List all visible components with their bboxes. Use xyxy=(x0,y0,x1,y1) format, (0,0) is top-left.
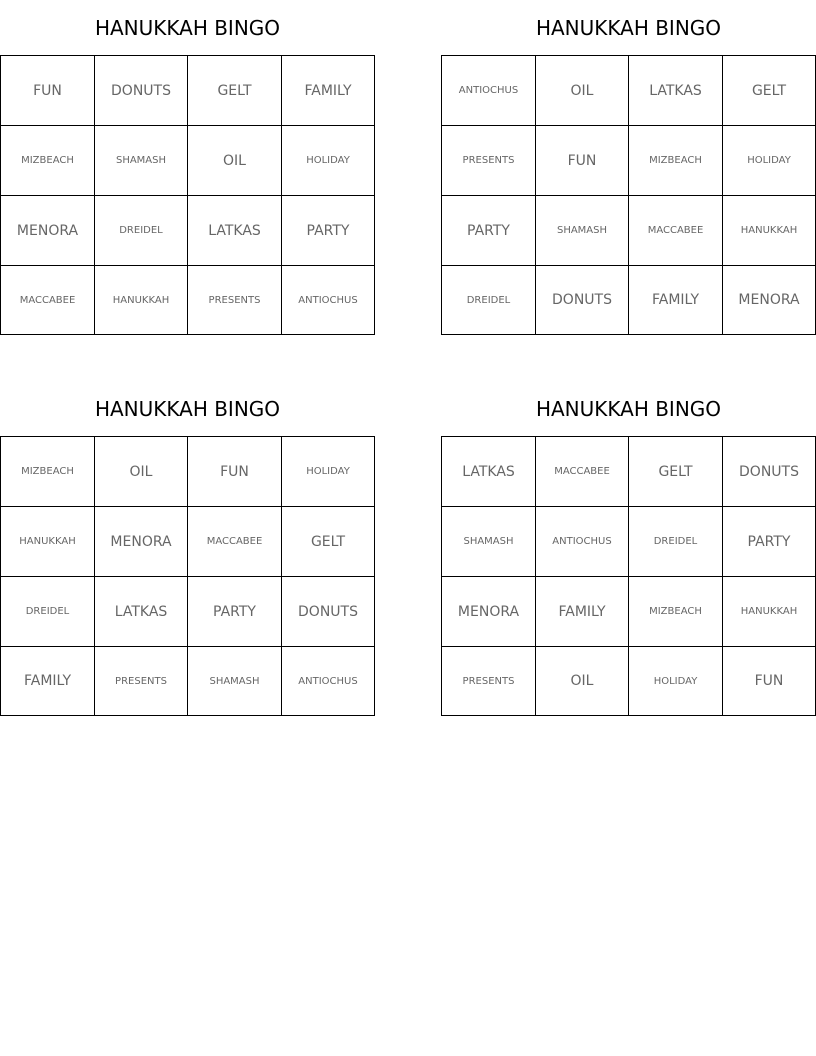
bingo-cell: FUN xyxy=(1,56,95,126)
bingo-cell: MACCABEE xyxy=(188,507,282,577)
bingo-cell: SHAMASH xyxy=(442,507,536,577)
bingo-cell: FUN xyxy=(536,126,629,196)
bingo-cell: FAMILY xyxy=(629,266,723,334)
bingo-cell: GELT xyxy=(723,56,815,126)
bingo-cell: DREIDEL xyxy=(442,266,536,334)
bingo-cell: OIL xyxy=(95,437,188,507)
bingo-cell: MENORA xyxy=(738,292,800,308)
bingo-cell: MENORA xyxy=(95,507,188,577)
bingo-cell: FAMILY xyxy=(1,647,95,715)
bingo-cell: DONUTS xyxy=(95,56,188,126)
card-title: HANUKKAH BINGO xyxy=(535,397,722,421)
card-title: HANUKKAH BINGO xyxy=(94,397,281,421)
bingo-cell: OIL xyxy=(188,126,282,196)
bingo-cell: HANUKKAH xyxy=(723,196,815,266)
bingo-cell: HANUKKAH xyxy=(95,266,188,334)
bingo-cell: LATKAS xyxy=(95,577,188,647)
bingo-cell: MIZBEACH xyxy=(629,126,723,196)
bingo-cell: PRESENTS xyxy=(442,126,536,196)
bingo-cell: MENORA xyxy=(1,196,95,266)
bingo-cell: DONUTS xyxy=(536,266,629,334)
bingo-grid xyxy=(441,436,816,716)
bingo-cell: HANUKKAH xyxy=(1,507,95,577)
bingo-cell: MACCABEE xyxy=(629,196,723,266)
bingo-cell: PRESENTS xyxy=(188,266,282,334)
bingo-cell: LATKAS xyxy=(629,56,723,126)
bingo-cell: PARTY xyxy=(442,196,536,266)
bingo-cell: FUN xyxy=(754,673,784,689)
bingo-cell: HOLIDAY xyxy=(629,647,723,715)
bingo-grid xyxy=(441,55,816,335)
bingo-grid xyxy=(0,436,375,716)
bingo-cell: GELT xyxy=(629,437,723,507)
bingo-cell: FAMILY xyxy=(282,56,374,126)
bingo-cell: DREIDEL xyxy=(1,577,95,647)
bingo-cell: PRESENTS xyxy=(442,647,536,715)
bingo-cell: PARTY xyxy=(282,196,374,266)
bingo-cell: LATKAS xyxy=(188,196,282,266)
bingo-cell: MIZBEACH xyxy=(1,126,95,196)
bingo-cell: ANTIOCHUS xyxy=(536,507,629,577)
bingo-cell: DREIDEL xyxy=(95,196,188,266)
bingo-cell: HOLIDAY xyxy=(282,437,374,507)
bingo-cell: PARTY xyxy=(723,507,815,577)
bingo-cell: HOLIDAY xyxy=(723,126,815,196)
bingo-cell: FUN xyxy=(188,437,282,507)
bingo-cell: MIZBEACH xyxy=(1,437,95,507)
bingo-cell: SHAMASH xyxy=(536,196,629,266)
bingo-cell: GELT xyxy=(282,507,374,577)
bingo-cell: PARTY xyxy=(188,577,282,647)
bingo-cell: OIL xyxy=(536,56,629,126)
bingo-cell: ANTIOCHUS xyxy=(298,294,358,306)
bingo-cell: HOLIDAY xyxy=(282,126,374,196)
bingo-cell: MIZBEACH xyxy=(629,577,723,647)
bingo-cell: DONUTS xyxy=(282,577,374,647)
bingo-cell: DONUTS xyxy=(723,437,815,507)
bingo-cell: MACCABEE xyxy=(1,266,95,334)
bingo-cell: SHAMASH xyxy=(188,647,282,715)
bingo-cell: FAMILY xyxy=(536,577,629,647)
bingo-cell: OIL xyxy=(536,647,629,715)
bingo-cell: LATKAS xyxy=(442,437,536,507)
bingo-cell: ANTIOCHUS xyxy=(442,56,536,126)
bingo-cell: ANTIOCHUS xyxy=(298,675,358,687)
bingo-cell: GELT xyxy=(188,56,282,126)
bingo-cell: SHAMASH xyxy=(95,126,188,196)
card-title: HANUKKAH BINGO xyxy=(535,16,722,40)
bingo-cell: DREIDEL xyxy=(629,507,723,577)
bingo-cell: PRESENTS xyxy=(95,647,188,715)
bingo-cell: MACCABEE xyxy=(536,437,629,507)
bingo-cell: MENORA xyxy=(442,577,536,647)
bingo-cell: HANUKKAH xyxy=(723,577,815,647)
card-title: HANUKKAH BINGO xyxy=(94,16,281,40)
bingo-grid xyxy=(0,55,375,335)
